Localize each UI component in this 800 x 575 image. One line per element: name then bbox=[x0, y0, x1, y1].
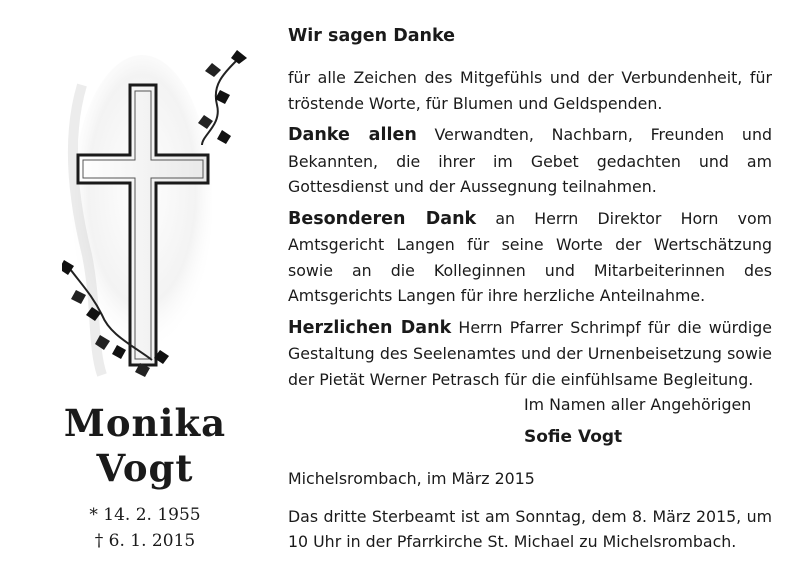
paragraph-lead: Besonderen Dank bbox=[288, 208, 477, 229]
paragraph-text: an Herrn Direktor Horn vom Amtsgericht Langen für seine Worte der Wertschätzung sowie an die Kolleginnen und Mitarbeiterinnen des Amtsgerichts Langen für ihre herzliche Anteilnahme. bbox=[288, 208, 773, 305]
signature-line: Im Namen aller Angehörigen bbox=[524, 395, 752, 414]
place-and-date: Michelsrombach, im März 2015 bbox=[288, 469, 535, 488]
deceased-first-name: Monika bbox=[63, 401, 227, 445]
intro-paragraph: für alle Zeichen des Mitgefühls und der Verbundenheit, für tröstende Worte, für Blumen und Geldspenden. bbox=[288, 68, 772, 113]
deceased-last-name: Vogt bbox=[96, 446, 194, 490]
birth-date: * 14. 2. 1955 bbox=[89, 505, 201, 525]
obituary-left-column bbox=[0, 0, 270, 575]
thanks-paragraph-all bbox=[288, 122, 772, 200]
thank-you-text-column bbox=[288, 24, 773, 551]
paragraph-text: Herrn Pfarrer Schrimpf für die würdige Gestaltung des Seelenamtes und der Urnenbeisetzung sowie der Pietät Werner Petrasch für die einfühlsame Begleitung. bbox=[288, 317, 772, 389]
paragraph-lead: Herzlichen Dank bbox=[288, 317, 452, 338]
thanks-paragraph-special bbox=[288, 206, 772, 309]
cross-with-ivy-illustration bbox=[62, 45, 252, 395]
signature-name: Sofie Vogt bbox=[524, 427, 623, 447]
death-date: † 6. 1. 2015 bbox=[94, 531, 196, 551]
service-announcement: Das dritte Sterbeamt ist am Sonntag, dem 8. März 2015, um 10 Uhr in der Pfarrkirche St. Michael zu Michelsrombach. bbox=[288, 507, 772, 551]
thanks-paragraph-heartfelt bbox=[288, 315, 772, 393]
headline: Wir sagen Danke bbox=[288, 26, 456, 46]
paragraph-text: Verwandten, Nachbarn, Freunden und Bekannten, die ihrer im Gebet gedachten und am Gottesdienst und der Aussegnung teilnahmen. bbox=[288, 125, 772, 196]
paragraph-lead: Danke allen bbox=[288, 125, 417, 145]
